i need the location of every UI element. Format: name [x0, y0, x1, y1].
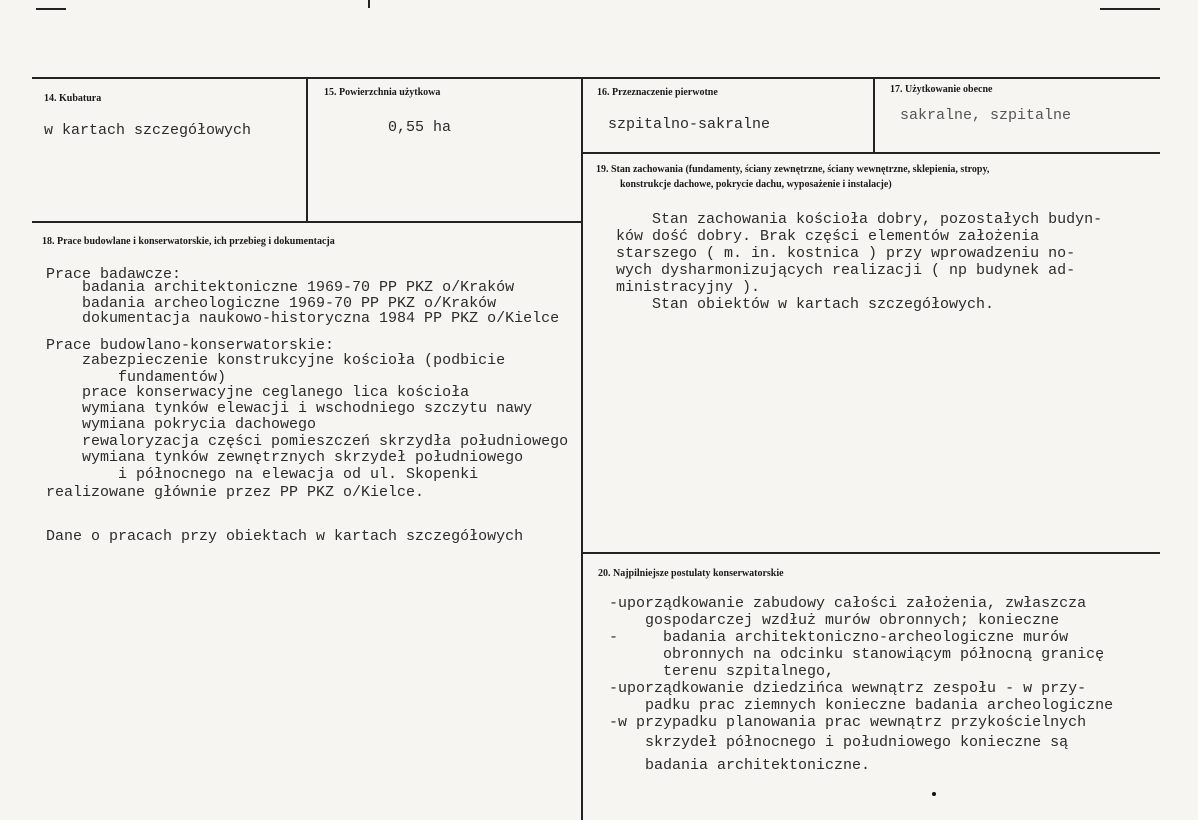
row-divider-top: [32, 77, 1160, 79]
field-18-line: Prace budowlano-konserwatorskie:: [46, 337, 335, 354]
ink-dot: [932, 792, 936, 796]
field-20-line: -uporządkowanie dziedzińca wewnątrz zespołu - w przy-: [609, 680, 1087, 697]
row-divider-20: [582, 552, 1160, 554]
field-18-line: dokumentacja naukowo-historyczna 1984 PP PKZ o/Kielce: [46, 310, 560, 327]
field-19-line: wych dysharmonizujących realizacji ( np budynek ad-: [616, 262, 1076, 279]
field-16-value: szpitalno-sakralne: [608, 116, 771, 133]
field-20-line: -uporządkowanie zabudowy całości założenia, zwłaszcza: [609, 595, 1087, 612]
field-16-label: 16. Przeznaczenie pierwotne: [597, 87, 718, 98]
field-18-line: wymiana tynków elewacji i wschodniego szczytu nawy: [46, 400, 533, 417]
field-18-line: Dane o pracach przy obiektach w kartach szczegółowych: [46, 528, 524, 545]
field-18-line: wymiana pokrycia dachowego: [46, 416, 317, 433]
top-border-tick: [368, 0, 370, 8]
field-18-line: badania archeologiczne 1969-70 PP PKZ o/Kraków: [46, 295, 497, 312]
field-20-line: terenu szpitalnego,: [609, 663, 835, 680]
field-20-line: -w przypadku planowania prac wewnątrz przykościelnych: [609, 714, 1087, 731]
column-divider-14-15: [306, 78, 308, 222]
row-divider-18: [32, 221, 582, 223]
field-17-label: 17. Użytkowanie obecne: [890, 84, 993, 95]
field-18-line: badania architektoniczne 1969-70 PP PKZ o/Kraków: [46, 279, 515, 296]
field-20-line: gospodarczej wzdłuż murów obronnych; konieczne: [609, 612, 1060, 629]
field-18-label: 18. Prace budowlane i konserwatorskie, ich przebieg i dokumentacja: [42, 236, 335, 247]
field-18-line: Prace badawcze:: [46, 266, 182, 283]
field-17-value: sakralne, szpitalne: [900, 107, 1072, 124]
row-divider-19: [582, 152, 1160, 154]
field-18-line: zabezpieczenie konstrukcyjne kościoła (podbicie: [46, 352, 506, 369]
field-18-line: wymiana tynków zewnętrznych skrzydeł południowego: [46, 449, 524, 466]
column-divider-16-17: [873, 78, 875, 152]
field-19-line: Stan zachowania kościoła dobry, pozostałych budyn-: [616, 211, 1103, 228]
field-15-value: 0,55 ha: [388, 119, 452, 136]
field-18-line: fundamentów): [46, 369, 227, 386]
field-18-line: rewaloryzacja części pomieszczeń skrzydła południowego: [46, 433, 569, 450]
field-19-line: Stan obiektów w kartach szczegółowych.: [616, 296, 995, 313]
field-19-label-continued: konstrukcje dachowe, pokrycie dachu, wyposażenie i instalacje): [620, 179, 892, 190]
top-border-right: [1100, 8, 1160, 10]
field-15-label: 15. Powierzchnia użytkowa: [324, 87, 441, 98]
field-20-line: obronnych na odcinku stanowiącym północną granicę: [609, 646, 1105, 663]
field-18-line: i północnego na elewacja od ul. Skopenki: [46, 466, 479, 483]
field-20-label: 20. Najpilniejsze postulaty konserwatorskie: [598, 568, 784, 579]
field-14-label: 14. Kubatura: [44, 93, 102, 104]
field-20-line: padku prac ziemnych konieczne badania archeologiczne: [609, 697, 1114, 714]
field-20-line: - badania architektoniczno-archeologiczne murów: [609, 629, 1069, 646]
field-14-value: w kartach szczegółowych: [44, 122, 252, 139]
column-divider-main: [581, 78, 583, 820]
field-18-line: realizowane głównie przez PP PKZ o/Kielce.: [46, 484, 425, 501]
field-19-line: ministracyjny ).: [616, 279, 761, 296]
field-18-line: prace konserwacyjne ceglanego lica kościoła: [46, 384, 470, 401]
field-19-line: ków dość dobry. Brak części elementów założenia: [616, 228, 1040, 245]
field-20-line: skrzydeł północnego i południowego konieczne są: [609, 734, 1069, 751]
top-border-left: [36, 8, 66, 10]
field-19-label: 19. Stan zachowania (fundamenty, ściany zewnętrzne, ściany wewnętrzne, sklepienia, stropy,: [596, 164, 990, 175]
field-20-line: badania architektoniczne.: [609, 757, 871, 774]
field-19-line: starszego ( m. in. kostnica ) przy wprowadzeniu no-: [616, 245, 1076, 262]
